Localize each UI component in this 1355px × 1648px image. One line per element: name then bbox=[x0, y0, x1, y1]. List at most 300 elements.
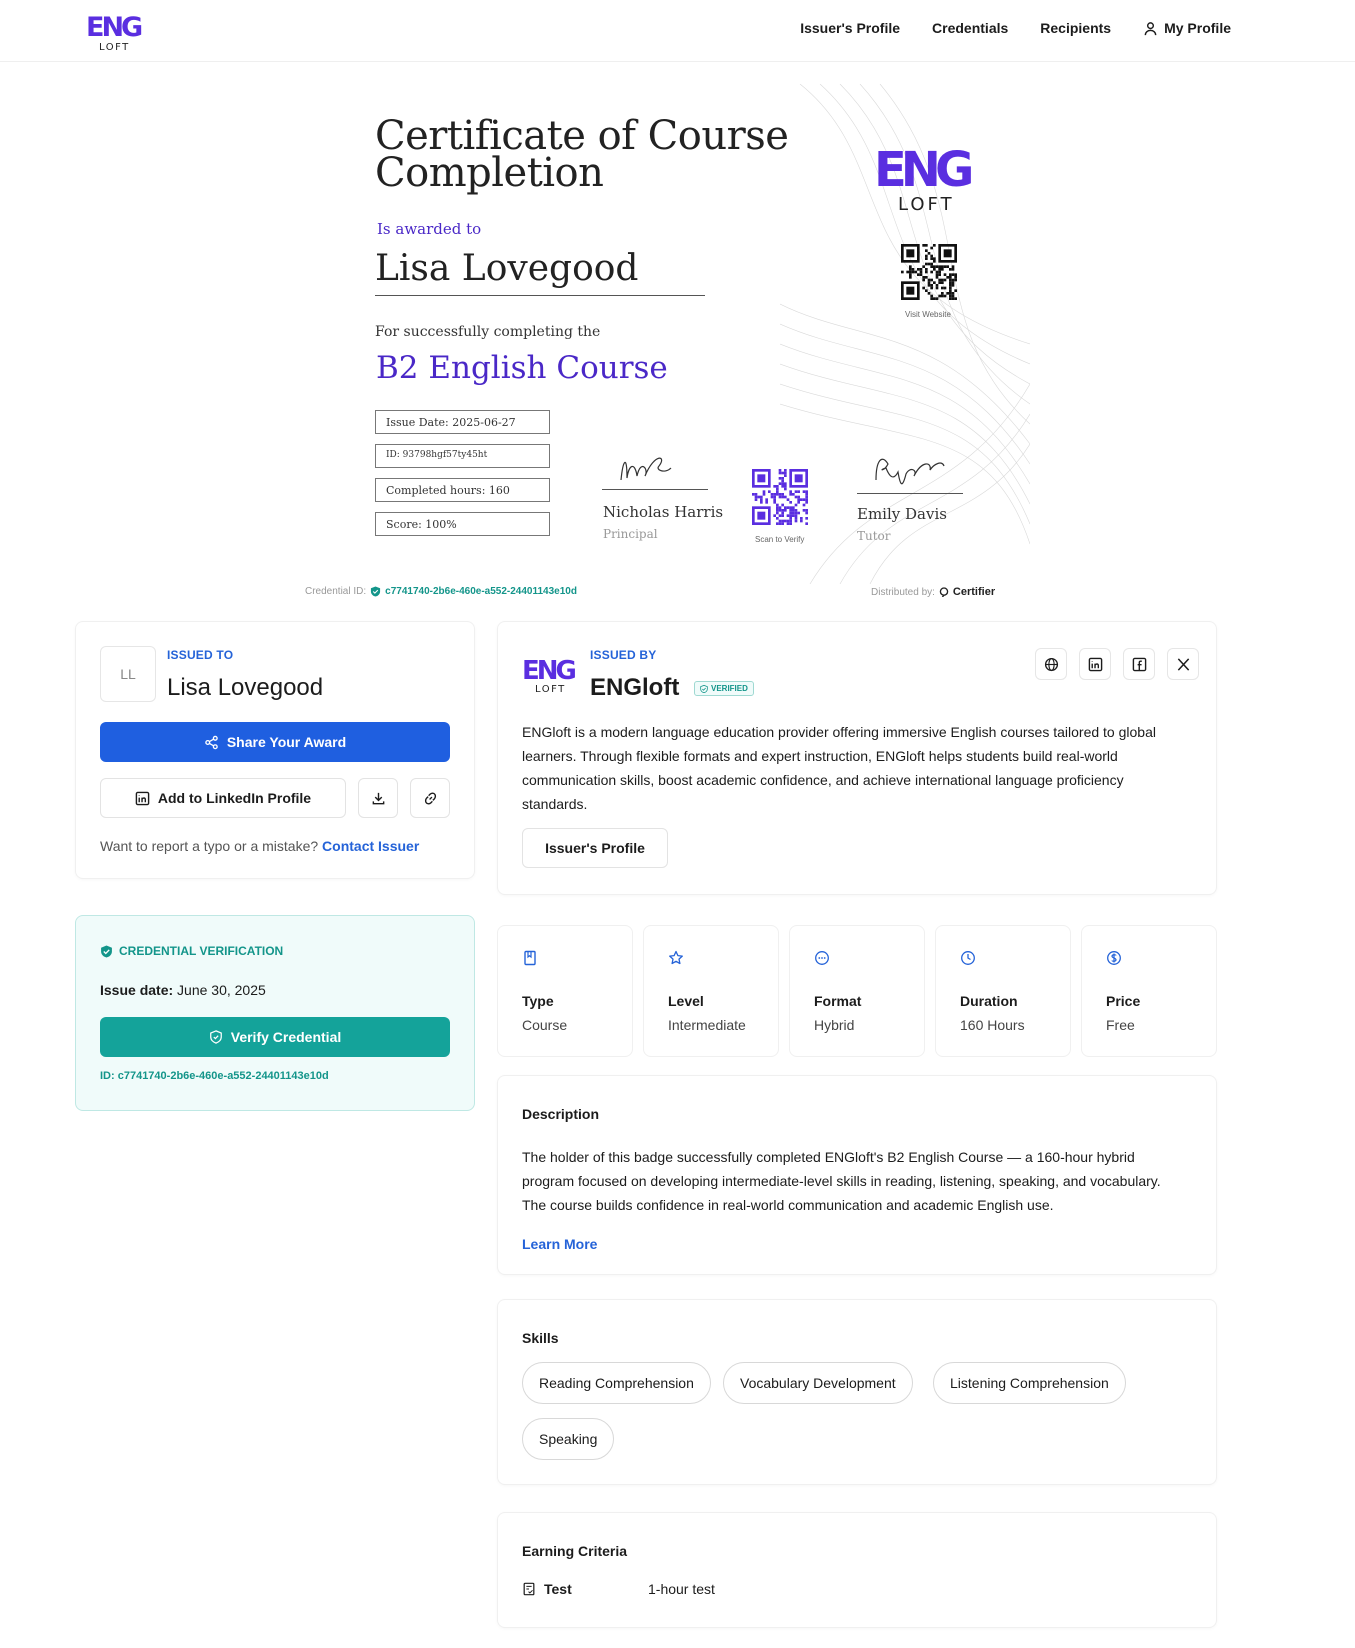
add-to-linkedin-button[interactable] bbox=[100, 778, 346, 818]
qr-module bbox=[805, 512, 808, 515]
qr-module bbox=[757, 496, 760, 499]
issued-by-label: ISSUED BY bbox=[590, 648, 657, 662]
qr-module bbox=[906, 271, 909, 274]
qr-module bbox=[795, 514, 798, 517]
qr-module bbox=[776, 488, 779, 491]
qr-module bbox=[760, 501, 763, 504]
qr-module bbox=[954, 289, 957, 292]
qr-module bbox=[784, 488, 787, 491]
criteria-name: Test bbox=[544, 1581, 572, 1597]
qr-module bbox=[784, 520, 787, 523]
qr-module bbox=[930, 297, 933, 300]
attribute-level-value: Intermediate bbox=[668, 1017, 746, 1033]
qr-module bbox=[933, 260, 936, 263]
earning-criteria-card bbox=[497, 1512, 1217, 1628]
qr-module bbox=[755, 496, 758, 499]
nav-credentials[interactable]: Credentials bbox=[932, 20, 1009, 36]
qr-module bbox=[781, 522, 784, 525]
shield-check-icon bbox=[700, 685, 708, 693]
globe-icon bbox=[1044, 657, 1059, 672]
cert-logo-sub: LOFT bbox=[898, 194, 955, 214]
verification-credential-id[interactable]: ID: c7741740-2b6e-460e-a552-24401143e10d bbox=[100, 1070, 329, 1082]
qr-module bbox=[781, 477, 784, 480]
qr-module bbox=[781, 480, 784, 483]
certificate-engloft-logo bbox=[874, 138, 984, 214]
qr-module bbox=[952, 265, 955, 268]
shield-check-icon bbox=[370, 586, 381, 597]
qr-module bbox=[768, 490, 771, 493]
qr-module bbox=[797, 501, 800, 504]
qr-module bbox=[805, 493, 808, 496]
share-icon bbox=[204, 735, 219, 750]
qr-module bbox=[936, 276, 939, 279]
qr-module bbox=[805, 517, 808, 520]
qr-module bbox=[941, 295, 944, 298]
attribute-type-label: Type bbox=[522, 993, 554, 1009]
qr-module bbox=[925, 276, 928, 279]
learn-more-link[interactable]: Learn More bbox=[522, 1236, 598, 1252]
qr-module bbox=[914, 271, 917, 274]
qr-module bbox=[952, 292, 955, 295]
attribute-duration-label: Duration bbox=[960, 993, 1018, 1009]
signatory-2-role: Tutor bbox=[857, 529, 891, 543]
distributor-name[interactable]: Certifier bbox=[952, 586, 996, 598]
qr-module bbox=[765, 501, 768, 504]
qr-module bbox=[941, 265, 944, 268]
download-icon bbox=[371, 791, 386, 806]
qr-module bbox=[776, 504, 779, 507]
qr-module bbox=[930, 295, 933, 298]
qr-module bbox=[792, 514, 795, 517]
qr-module bbox=[779, 514, 782, 517]
qr-module bbox=[776, 485, 779, 488]
qr-module bbox=[779, 472, 782, 475]
signature-line-2 bbox=[857, 493, 963, 494]
qr-module bbox=[755, 493, 758, 496]
qr-module bbox=[795, 520, 798, 523]
qr-module bbox=[928, 284, 931, 287]
issued-by-card bbox=[497, 621, 1217, 895]
qr-module bbox=[922, 276, 925, 279]
qr-module bbox=[928, 263, 931, 266]
qr-module bbox=[789, 493, 792, 496]
issuer-x-button[interactable] bbox=[1167, 648, 1199, 680]
qr-module bbox=[800, 517, 803, 520]
qr-module bbox=[800, 498, 803, 501]
issuer-description: ENGloft is a modern language education provider offering immersive English courses tailored to global learners. Through flexible formats and expert instruction, ENGloft helps students build real-world communication skills, boost academic confidence, and achieve international language proficiency standards. bbox=[522, 724, 1156, 812]
qr-module bbox=[925, 263, 928, 266]
skill-chip[interactable]: Speaking bbox=[522, 1418, 614, 1460]
qr-module bbox=[800, 520, 803, 523]
qr-module bbox=[784, 469, 787, 472]
qr-module bbox=[938, 268, 941, 271]
qr-module bbox=[944, 279, 947, 282]
description-text: The holder of this badge successfully completed ENGloft's B2 English Course — a 160-hour hybrid program focused on developing intermediate-level skills in reading, listening, speaking, and vocabulary. The course builds confidence in real-world communication and academic English use. bbox=[522, 1149, 1161, 1213]
attribute-duration-card bbox=[935, 925, 1071, 1057]
criteria-row bbox=[522, 1581, 715, 1597]
logo-main-text: ENG bbox=[86, 12, 141, 43]
issuer-name[interactable]: ENGloft bbox=[590, 674, 680, 701]
qr-module bbox=[909, 268, 912, 271]
qr-module bbox=[949, 273, 952, 276]
qr-module bbox=[781, 496, 784, 499]
qr-module bbox=[803, 490, 806, 493]
attribute-price-value: Free bbox=[1106, 1017, 1135, 1033]
verified-badge bbox=[694, 681, 754, 696]
qr-module bbox=[946, 276, 949, 279]
facebook-icon bbox=[1132, 657, 1147, 672]
qr-module bbox=[797, 512, 800, 515]
qr-module bbox=[933, 265, 936, 268]
skills-card bbox=[497, 1299, 1217, 1485]
qr-module bbox=[930, 284, 933, 287]
qr-module bbox=[930, 271, 933, 274]
linkedin-icon bbox=[135, 791, 150, 806]
issuer-website-button[interactable] bbox=[1035, 648, 1067, 680]
qr-module bbox=[789, 490, 792, 493]
qr-module bbox=[933, 297, 936, 300]
attribute-type-card bbox=[497, 925, 633, 1057]
qr-module bbox=[776, 490, 779, 493]
qr-visit-website-label: Visit Website bbox=[905, 310, 951, 319]
issued-to-label: ISSUED TO bbox=[167, 648, 234, 662]
qr-module bbox=[952, 284, 955, 287]
qr-module bbox=[787, 520, 790, 523]
qr-module bbox=[949, 284, 952, 287]
qr-module bbox=[779, 477, 782, 480]
qr-module bbox=[784, 506, 787, 509]
qr-module bbox=[779, 506, 782, 509]
qr-module bbox=[776, 506, 779, 509]
qr-module bbox=[917, 273, 920, 276]
qr-module bbox=[805, 501, 808, 504]
issue-date-value: June 30, 2025 bbox=[177, 982, 266, 998]
dollar-icon bbox=[1106, 950, 1122, 966]
qr-module bbox=[805, 490, 808, 493]
qr-module bbox=[789, 522, 792, 525]
qr-module bbox=[773, 485, 776, 488]
qr-module bbox=[776, 509, 779, 512]
qr-module bbox=[920, 271, 923, 274]
signature-nicholas-harris bbox=[615, 448, 675, 486]
cert-id-box: ID: 93798hgf57ty45ht bbox=[375, 444, 550, 468]
verification-title bbox=[100, 944, 283, 958]
qr-module bbox=[952, 297, 955, 300]
qr-module bbox=[773, 493, 776, 496]
qr-module bbox=[781, 472, 784, 475]
qr-module bbox=[795, 517, 798, 520]
qr-module bbox=[773, 501, 776, 504]
qr-module bbox=[930, 287, 933, 290]
description-card bbox=[497, 1075, 1217, 1275]
qr-module bbox=[949, 295, 952, 298]
qr-module bbox=[792, 509, 795, 512]
qr-module bbox=[805, 509, 808, 512]
qr-module bbox=[949, 287, 952, 290]
qr-module bbox=[928, 281, 931, 284]
qr-module bbox=[954, 279, 957, 282]
qr-module bbox=[922, 244, 925, 247]
qr-module bbox=[936, 265, 939, 268]
cert-score-box: Score: 100% bbox=[375, 512, 550, 536]
qr-module bbox=[776, 493, 779, 496]
signature-emily-davis bbox=[872, 450, 946, 492]
description-title: Description bbox=[522, 1106, 600, 1122]
qr-module bbox=[944, 287, 947, 290]
qr-module bbox=[789, 512, 792, 515]
qr-module bbox=[787, 498, 790, 501]
qr-module bbox=[784, 509, 787, 512]
qr-module bbox=[949, 292, 952, 295]
qr-module bbox=[949, 289, 952, 292]
engloft-logo-mark bbox=[86, 8, 152, 52]
qr-module bbox=[755, 498, 758, 501]
qr-module bbox=[797, 496, 800, 499]
qr-module bbox=[954, 276, 957, 279]
qr-module bbox=[925, 249, 928, 252]
qr-module bbox=[938, 271, 941, 274]
certificate-title: Certificate of Course Completion bbox=[375, 113, 789, 196]
skill-chip[interactable]: Listening Comprehension bbox=[933, 1362, 1126, 1404]
qr-module bbox=[909, 265, 912, 268]
qr-module bbox=[797, 490, 800, 493]
signatory-1-name: Nicholas Harris bbox=[603, 503, 724, 521]
skill-chip[interactable]: Vocabulary Development bbox=[723, 1362, 913, 1404]
shield-check-icon bbox=[100, 945, 113, 958]
issuer-linkedin-button[interactable] bbox=[1079, 648, 1111, 680]
verify-credential-button[interactable] bbox=[100, 1017, 450, 1057]
qr-module bbox=[925, 244, 928, 247]
attribute-level-label: Level bbox=[668, 993, 704, 1009]
earning-criteria-title: Earning Criteria bbox=[522, 1543, 628, 1559]
qr-module bbox=[784, 472, 787, 475]
qr-module bbox=[946, 292, 949, 295]
verification-issue-date bbox=[100, 982, 266, 998]
qr-module bbox=[776, 512, 779, 515]
issuer-facebook-button[interactable] bbox=[1123, 648, 1155, 680]
qr-module bbox=[933, 281, 936, 284]
signature-line-1 bbox=[602, 489, 708, 490]
qr-module bbox=[925, 255, 928, 258]
qr-module bbox=[763, 493, 766, 496]
completion-label: For successfully completing the bbox=[375, 324, 601, 340]
verify-qr-code[interactable] bbox=[752, 469, 808, 525]
qr-module bbox=[952, 268, 955, 271]
qr-module bbox=[779, 469, 782, 472]
qr-module bbox=[779, 509, 782, 512]
link-icon bbox=[423, 791, 438, 806]
qr-module bbox=[941, 281, 944, 284]
qr-module bbox=[779, 520, 782, 523]
issuer-profile-button[interactable] bbox=[522, 828, 668, 868]
credential-id-value[interactable]: c7741740-2b6e-460e-a552-24401143e10d bbox=[385, 586, 577, 597]
qr-module bbox=[901, 271, 904, 274]
qr-module bbox=[781, 482, 784, 485]
qr-module bbox=[912, 271, 915, 274]
attribute-duration-value: 160 Hours bbox=[960, 1017, 1025, 1033]
qr-module bbox=[920, 268, 923, 271]
qr-module bbox=[781, 514, 784, 517]
qr-module bbox=[946, 265, 949, 268]
recipient-name: Lisa Lovegood bbox=[167, 674, 324, 701]
distributed-by-line bbox=[871, 586, 995, 598]
qr-module bbox=[952, 281, 955, 284]
recipient-avatar: LL bbox=[100, 646, 156, 702]
share-award-button[interactable] bbox=[100, 722, 450, 762]
report-mistake-text bbox=[100, 838, 419, 854]
nav-my-profile-label: My Profile bbox=[1164, 20, 1231, 36]
test-document-icon bbox=[522, 1582, 536, 1596]
qr-module bbox=[773, 496, 776, 499]
qr-module bbox=[930, 255, 933, 258]
qr-module bbox=[917, 268, 920, 271]
qr-module bbox=[795, 509, 798, 512]
qr-module bbox=[930, 257, 933, 260]
qr-module bbox=[941, 292, 944, 295]
qr-module bbox=[949, 276, 952, 279]
qr-module bbox=[789, 501, 792, 504]
awarded-to-label: Is awarded to bbox=[377, 220, 482, 238]
skill-chip[interactable]: Reading Comprehension bbox=[522, 1362, 711, 1404]
verify-credential-label: Verify Credential bbox=[230, 1029, 342, 1045]
qr-module bbox=[936, 287, 939, 290]
qr-module bbox=[949, 297, 952, 300]
chat-icon bbox=[814, 950, 830, 966]
copy-link-button[interactable] bbox=[410, 778, 450, 818]
qr-module bbox=[936, 271, 939, 274]
qr-module bbox=[944, 265, 947, 268]
qr-module bbox=[803, 504, 806, 507]
qr-module bbox=[949, 279, 952, 282]
qr-module bbox=[752, 493, 755, 496]
cert-hours-box: Completed hours: 160 bbox=[375, 478, 550, 502]
qr-module bbox=[792, 512, 795, 515]
qr-module bbox=[938, 281, 941, 284]
qr-module bbox=[949, 281, 952, 284]
credential-id-label: Credential ID: bbox=[305, 586, 367, 597]
attribute-price-card bbox=[1081, 925, 1217, 1057]
qr-module bbox=[787, 514, 790, 517]
share-award-label: Share Your Award bbox=[226, 734, 347, 750]
qr-module bbox=[925, 257, 928, 260]
nav-my-profile[interactable] bbox=[1143, 20, 1231, 36]
qr-module bbox=[789, 509, 792, 512]
qr-module bbox=[765, 498, 768, 501]
qr-module bbox=[789, 520, 792, 523]
shield-check-icon bbox=[209, 1030, 223, 1044]
qr-module bbox=[938, 279, 941, 282]
qr-module bbox=[933, 244, 936, 247]
attribute-format-value: Hybrid bbox=[814, 1017, 855, 1033]
criteria-value: 1-hour test bbox=[648, 1581, 715, 1597]
qr-module bbox=[928, 252, 931, 255]
qr-module bbox=[933, 257, 936, 260]
qr-finder-inner bbox=[906, 249, 914, 257]
attribute-format-label: Format bbox=[814, 993, 862, 1009]
attribute-type-value: Course bbox=[522, 1017, 568, 1033]
qr-module bbox=[789, 506, 792, 509]
issuer-name-row bbox=[590, 674, 754, 702]
qr-module bbox=[930, 263, 933, 266]
qr-module bbox=[779, 522, 782, 525]
clock-icon bbox=[960, 950, 976, 966]
qr-module bbox=[922, 287, 925, 290]
issuer-logo bbox=[522, 654, 584, 694]
qr-module bbox=[941, 268, 944, 271]
qr-module bbox=[922, 265, 925, 268]
main-nav bbox=[800, 20, 1231, 36]
qr-module bbox=[776, 517, 779, 520]
qr-module bbox=[938, 273, 941, 276]
qr-module bbox=[779, 493, 782, 496]
download-button[interactable] bbox=[358, 778, 398, 818]
qr-module bbox=[944, 273, 947, 276]
credential-id-line bbox=[305, 586, 577, 597]
qr-finder-inner bbox=[757, 512, 765, 520]
qr-scan-to-verify-label: Scan to Verify bbox=[755, 535, 805, 544]
qr-module bbox=[954, 297, 957, 300]
qr-module bbox=[952, 273, 955, 276]
qr-module bbox=[760, 498, 763, 501]
qr-module bbox=[781, 509, 784, 512]
qr-module bbox=[803, 498, 806, 501]
credential-verification-card bbox=[75, 915, 475, 1111]
bookmark-icon bbox=[522, 950, 538, 966]
qr-module bbox=[949, 268, 952, 271]
qr-module bbox=[795, 496, 798, 499]
qr-module bbox=[925, 268, 928, 271]
qr-module bbox=[781, 485, 784, 488]
certificate-recipient-name: Lisa Lovegood bbox=[375, 248, 639, 289]
qr-module bbox=[773, 498, 776, 501]
linkedin-icon bbox=[1088, 657, 1103, 672]
qr-module bbox=[930, 265, 933, 268]
nav-issuers-profile[interactable]: Issuer's Profile bbox=[800, 20, 901, 36]
qr-module bbox=[781, 512, 784, 515]
add-to-linkedin-label: Add to LinkedIn Profile bbox=[157, 790, 312, 806]
certifier-logo-icon bbox=[939, 587, 949, 597]
qr-module bbox=[930, 279, 933, 282]
qr-module bbox=[938, 265, 941, 268]
engloft-logo[interactable] bbox=[86, 8, 152, 52]
qr-module bbox=[781, 504, 784, 507]
qr-module bbox=[930, 247, 933, 250]
qr-module bbox=[936, 297, 939, 300]
qr-module bbox=[925, 271, 928, 274]
nav-recipients[interactable]: Recipients bbox=[1040, 20, 1112, 36]
qr-module bbox=[773, 514, 776, 517]
qr-module bbox=[792, 493, 795, 496]
qr-module bbox=[781, 493, 784, 496]
qr-module bbox=[803, 509, 806, 512]
issuer-profile-label: Issuer's Profile bbox=[545, 840, 645, 856]
qr-module bbox=[941, 287, 944, 290]
qr-module bbox=[771, 493, 774, 496]
qr-module bbox=[779, 482, 782, 485]
qr-module bbox=[952, 295, 955, 298]
signatory-1-role: Principal bbox=[603, 527, 658, 541]
qr-module bbox=[795, 504, 798, 507]
verified-badge-label: VERIFIED bbox=[711, 684, 748, 694]
qr-module bbox=[805, 522, 808, 525]
contact-issuer-link[interactable]: Contact Issuer bbox=[322, 838, 420, 854]
website-qr-code[interactable] bbox=[901, 244, 957, 300]
qr-module bbox=[763, 490, 766, 493]
qr-module bbox=[792, 506, 795, 509]
qr-finder-inner bbox=[944, 249, 952, 257]
qr-module bbox=[936, 284, 939, 287]
qr-finder-inner bbox=[795, 474, 803, 482]
